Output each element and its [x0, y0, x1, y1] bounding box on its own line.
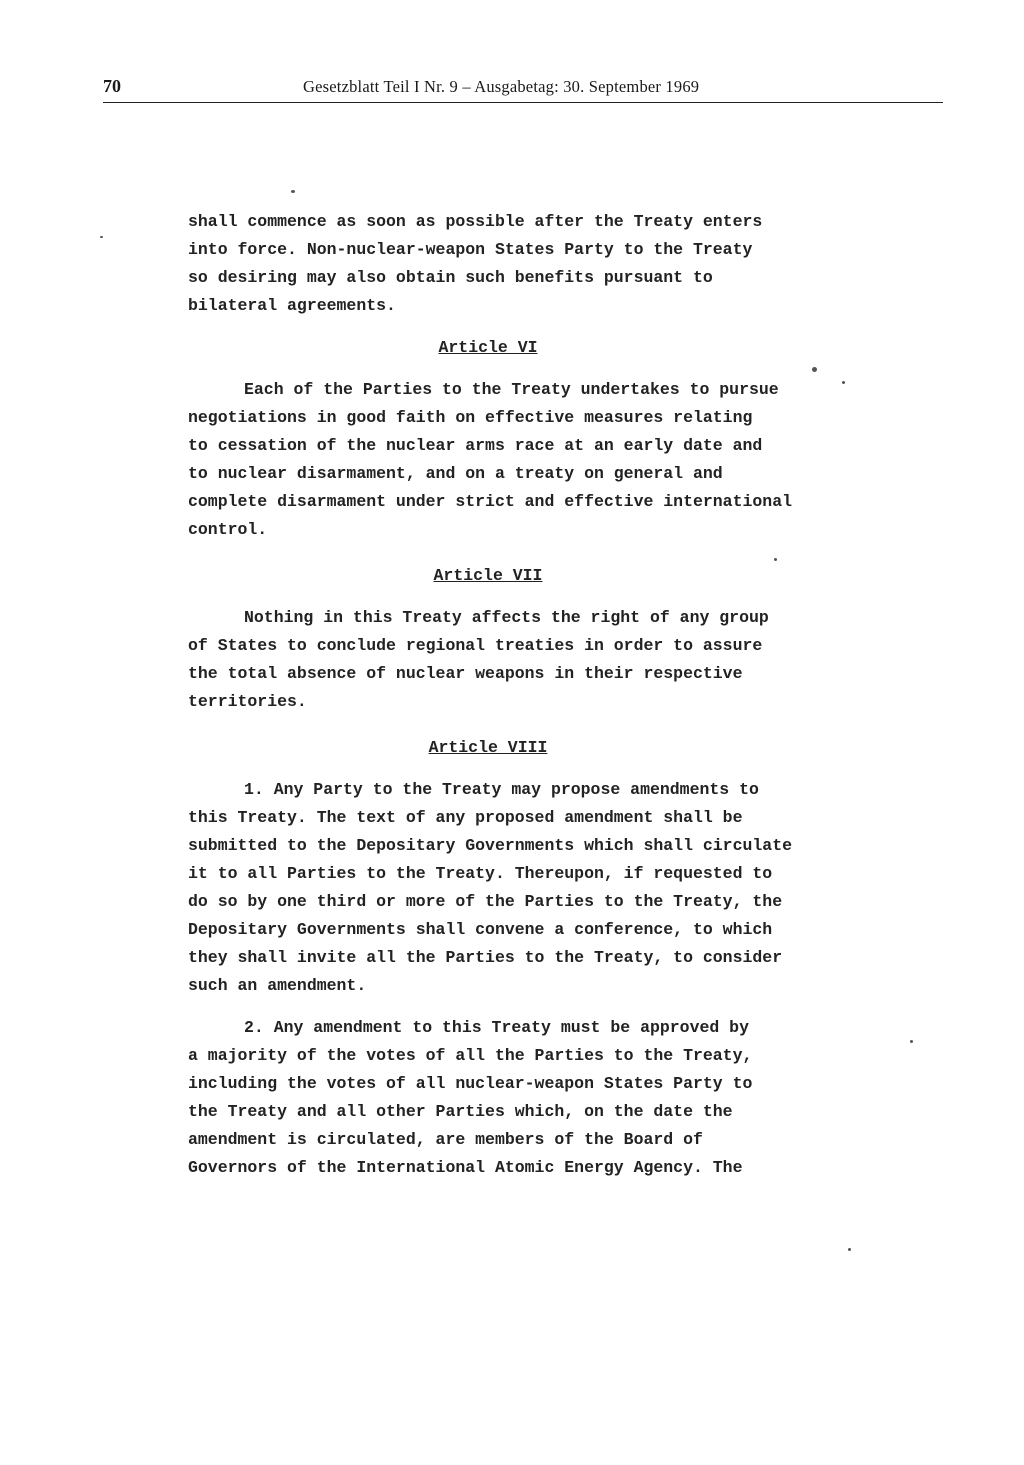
scan-speck [774, 558, 777, 561]
article-7-heading: Article VII [433, 566, 543, 585]
document-body [188, 208, 878, 1182]
article-8-heading: Article VIII [428, 738, 548, 757]
scan-speck [100, 236, 103, 238]
scan-speck [812, 367, 817, 372]
article-8-paragraph-1: 1. Any Party to the Treaty may propose amendments to this Treaty. The text of any proposed amendment shall be submitted to the Depositary Governments which shall circulate it to all Parties to the Treaty. Thereupon, if requested to do so by one third or more of the Parties to the Treaty, the Depositary Governments shall convene a conference, to which they shall invite all the Parties to the Treaty, to consider such an amendment. [188, 780, 792, 995]
scan-speck [848, 1248, 851, 1251]
page-number: 70 [103, 76, 121, 96]
running-title: Gesetzblatt Teil I Nr. 9 – Ausgabetag: 30. September 1969 [303, 77, 700, 96]
article-6-text: Each of the Parties to the Treaty undertakes to pursue negotiations in good faith on effective measures relating to cessation of the nuclear arms race at an early date and to nuclear disarmament, and on a treaty on general and complete disarmament under strict and effective international control. [188, 380, 792, 539]
page-header [103, 74, 943, 104]
header-rule [103, 102, 943, 103]
scan-speck [842, 381, 845, 384]
scan-speck [910, 1040, 913, 1043]
scan-speck [291, 190, 295, 193]
article-6-heading: Article VI [438, 338, 538, 357]
article-8-paragraph-2: 2. Any amendment to this Treaty must be approved by a majority of the votes of all the Parties to the Treaty, including the votes of all nuclear-weapon States Party to the Treaty and all other Parties which, on the date the amendment is circulated, are members of the Board of Governors of the International Atomic Energy Agency. The [188, 1018, 753, 1177]
continuation-paragraph: shall commence as soon as possible after the Treaty enters into force. Non-nuclear-weapon States Party to the Treaty so desiring may also obtain such benefits pursuant to bilateral agreements. [188, 212, 763, 315]
article-7-text: Nothing in this Treaty affects the right of any group of States to conclude regional treaties in order to assure the total absence of nuclear weapons in their respective territories. [188, 608, 769, 711]
